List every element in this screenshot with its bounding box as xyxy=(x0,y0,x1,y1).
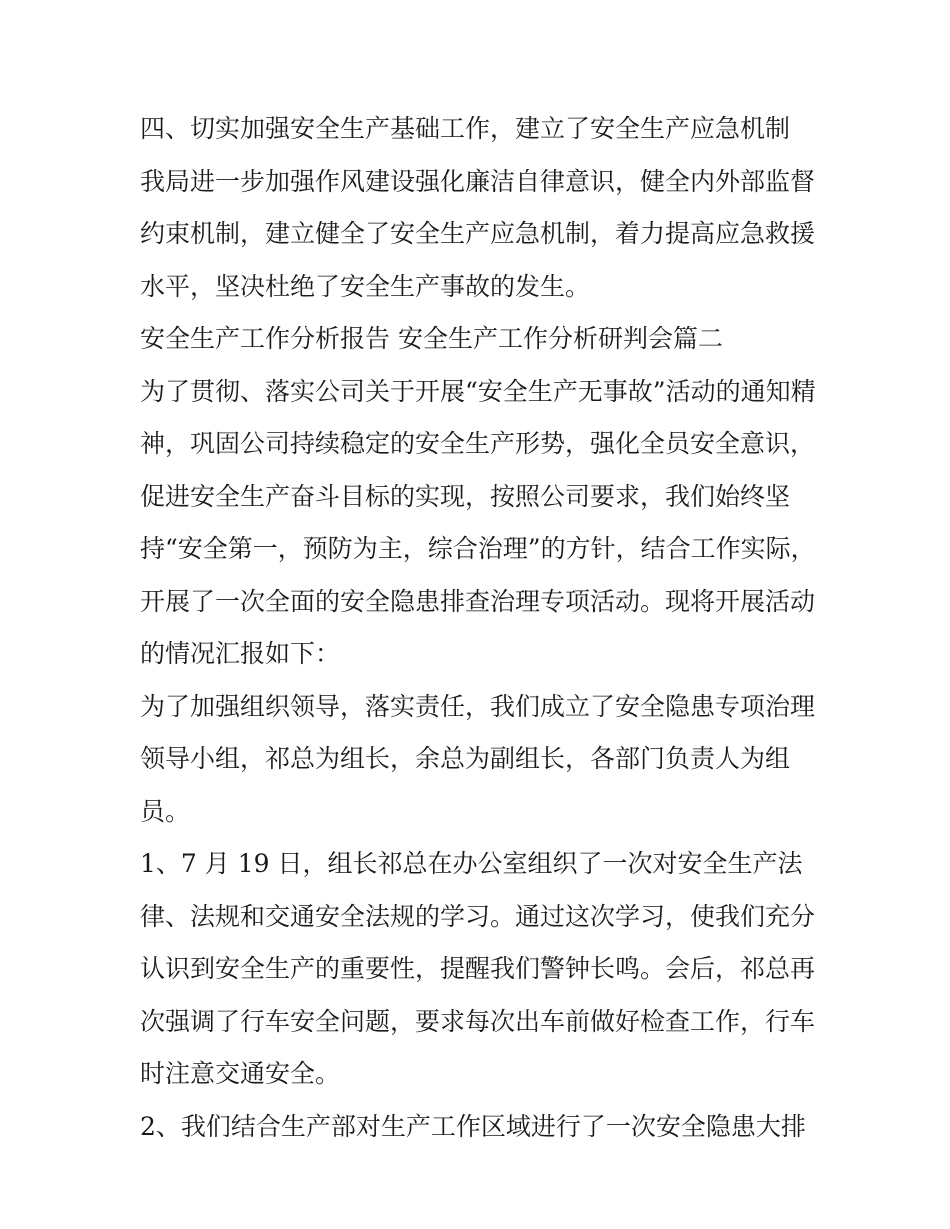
paragraph-line: 开展了一次全面的安全隐患排查治理专项活动。现将开展活动 xyxy=(140,586,816,616)
paragraph-line: 持“安全第一，预防为主，综合治理”的方针，结合工作实际， xyxy=(140,534,816,563)
paragraph-line: 约束机制，建立健全了安全生产应急机制，着力提高应急救援 xyxy=(140,219,816,248)
paragraph-line: 为了加强组织领导，落实责任，我们成立了安全隐患专项治理 xyxy=(140,691,816,721)
paragraph-line: 促进安全生产奋斗目标的实现，按照公司要求，我们始终坚 xyxy=(140,481,791,511)
paragraph-line: 我局进一步加强作风建设强化廉洁自律意识，健全内外部监督 xyxy=(140,166,816,196)
list-item-1-line: 次强调了行车安全问题，要求每次出车前做好检查工作，行车 xyxy=(140,1006,816,1036)
document-body xyxy=(140,108,820,1158)
paragraph-line: 神，巩固公司持续稳定的安全生产形势，强化全员安全意识， xyxy=(140,429,816,458)
paragraph-line: 的情况汇报如下： xyxy=(140,639,341,668)
list-item-1-line: 认识到安全生产的重要性，提醒我们警钟长鸣。会后，祁总再 xyxy=(140,954,816,983)
list-item-1-line: 1、7 月 19 日，组长祁总在办公室组织了一次对安全生产法 xyxy=(140,849,803,878)
list-item-1-line: 律、法规和交通安全法规的学习。通过这次学习，使我们充分 xyxy=(140,901,816,931)
paragraph-line: 为了贯彻、落实公司关于开展“安全生产无事故”活动的通知精 xyxy=(140,376,816,406)
paragraph-line: 领导小组，祁总为组长，余总为副组长，各部门负责人为组 xyxy=(140,744,791,773)
list-item-2-line: 2、我们结合生产部对生产工作区域进行了一次安全隐患大排 xyxy=(140,1111,806,1141)
paragraph-line: 水平，坚决杜绝了安全生产事故的发生。 xyxy=(140,271,591,301)
section-title: 安全生产工作分析报告 安全生产工作分析研判会篇二 xyxy=(140,324,723,353)
list-item-1-line: 时注意交通安全。 xyxy=(140,1059,341,1088)
heading-section-four: 四、切实加强安全生产基础工作，建立了安全生产应急机制 xyxy=(140,114,791,143)
paragraph-line: 员。 xyxy=(140,796,191,826)
